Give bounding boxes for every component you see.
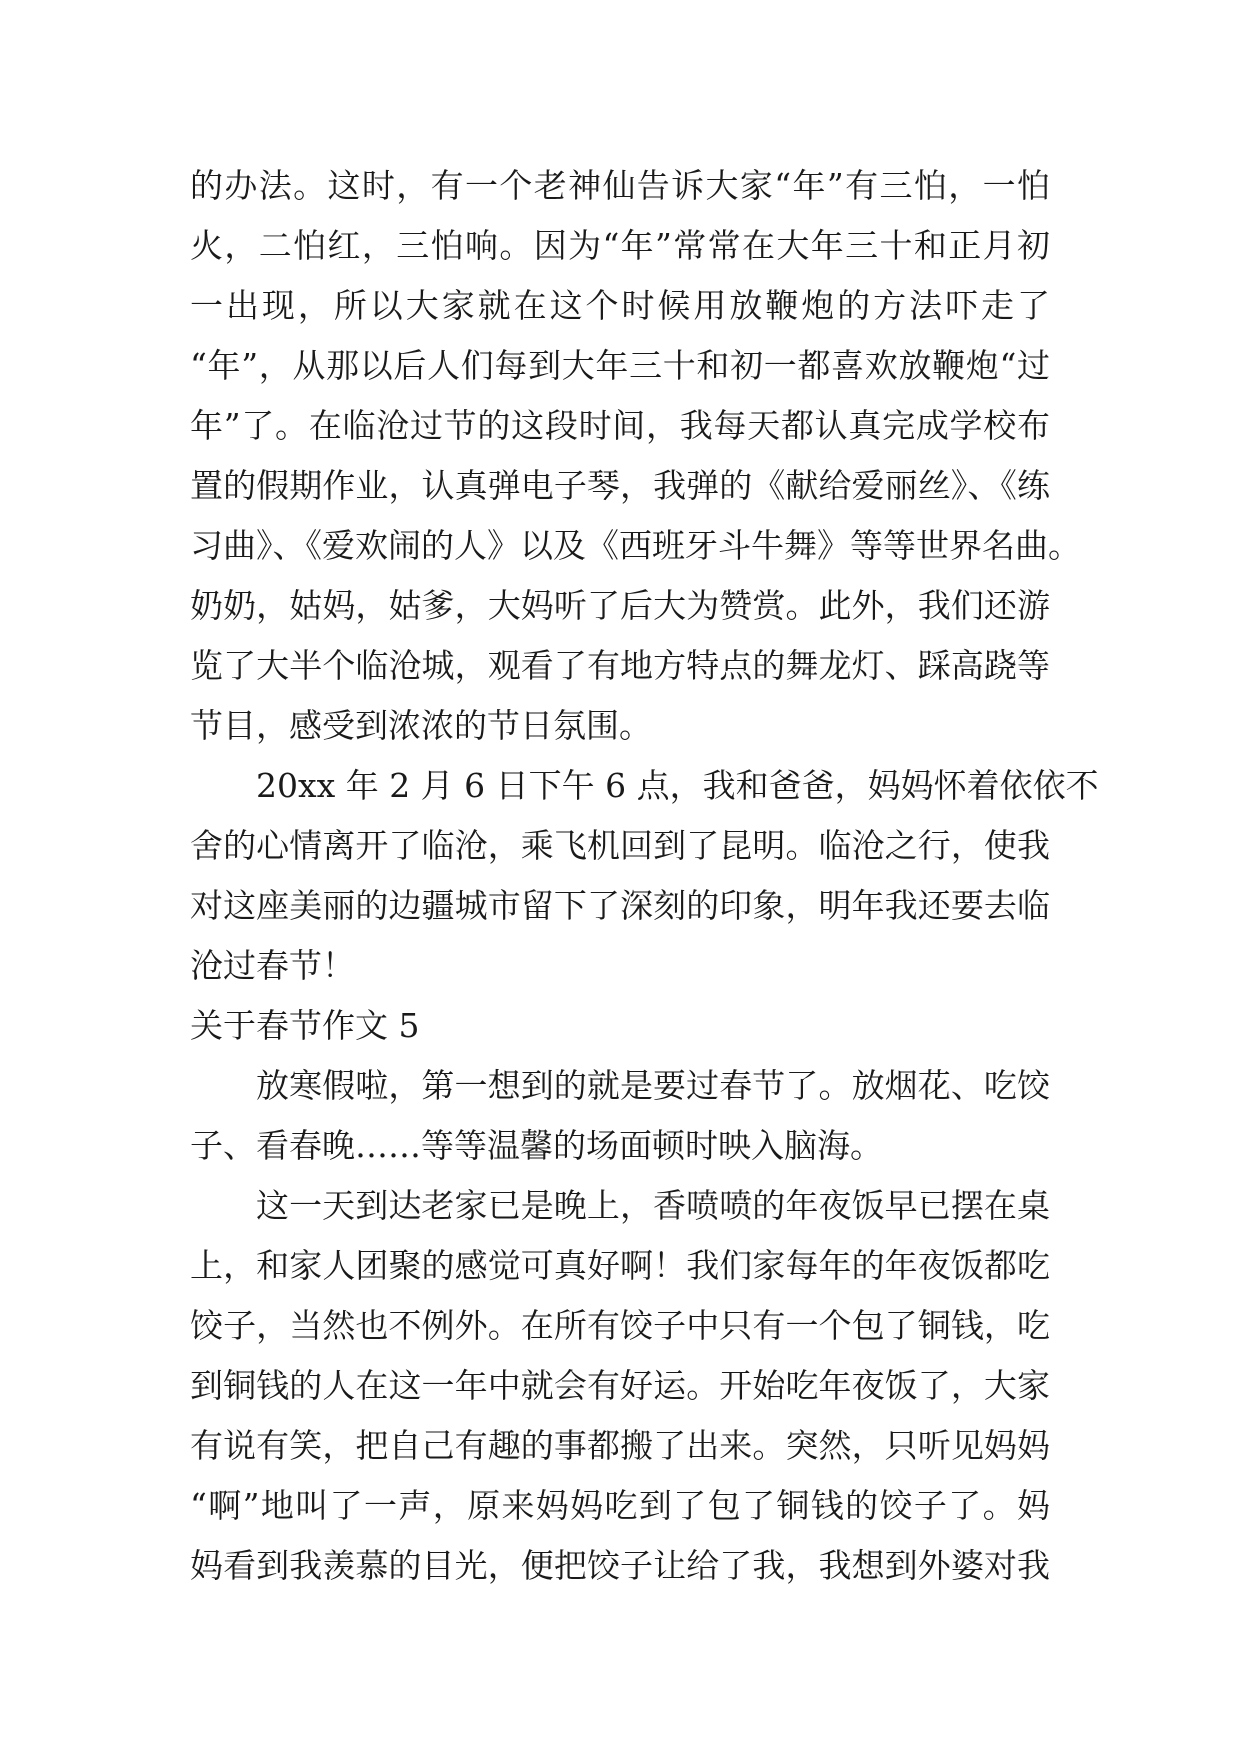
paragraph-first-line: 放寒假啦，第一想到的就是要过春节了。放烟花、吃饺 bbox=[256, 1066, 1050, 1105]
text-line: 子、看春晚……等等温馨的场面顿时映入脑海。 bbox=[190, 1126, 883, 1165]
text-line: “啊”地叫了一声，原来妈妈吃到了包了铜钱的饺子了。妈 bbox=[190, 1486, 1050, 1525]
text-line: 舍的心情离开了临沧，乘飞机回到了昆明。临沧之行，使我 bbox=[190, 826, 1050, 865]
text-line: 饺子，当然也不例外。在所有饺子中只有一个包了铜钱，吃 bbox=[190, 1306, 1050, 1345]
text-line: 上，和家人团聚的感觉可真好啊！我们家每年的年夜饭都吃 bbox=[190, 1246, 1050, 1285]
section-heading: 关于春节作文 5 bbox=[190, 1006, 420, 1045]
text-line: 的办法。这时，有一个老神仙告诉大家“年”有三怕，一怕 bbox=[190, 166, 1050, 205]
text-line: 习曲》、《爱欢闹的人》以及《西班牙斗牛舞》等等世界名曲。 bbox=[190, 526, 1081, 565]
text-line: 到铜钱的人在这一年中就会有好运。开始吃年夜饭了，大家 bbox=[190, 1366, 1050, 1405]
text-line: “年”，从那以后人们每到大年三十和初一都喜欢放鞭炮“过 bbox=[190, 346, 1050, 385]
text-line: 奶奶，姑妈，姑爹，大妈听了后大为赞赏。此外，我们还游 bbox=[190, 586, 1050, 625]
text-line: 妈看到我羡慕的目光，便把饺子让给了我，我想到外婆对我 bbox=[190, 1546, 1050, 1585]
text-line: 览了大半个临沧城，观看了有地方特点的舞龙灯、踩高跷等 bbox=[190, 646, 1050, 685]
text-line: 有说有笑，把自己有趣的事都搬了出来。突然，只听见妈妈 bbox=[190, 1426, 1050, 1465]
paragraph-first-line: 20xx 年 2 月 6 日下午 6 点，我和爸爸，妈妈怀着依依不 bbox=[256, 766, 1099, 805]
text-line: 火，二怕红，三怕响。因为“年”常常在大年三十和正月初 bbox=[190, 226, 1050, 265]
text-line: 对这座美丽的边疆城市留下了深刻的印象，明年我还要去临 bbox=[190, 886, 1050, 925]
text-line: 节目，感受到浓浓的节日氛围。 bbox=[190, 706, 652, 745]
text-line: 年”了。在临沧过节的这段时间，我每天都认真完成学校布 bbox=[190, 406, 1050, 445]
text-line: 沧过春节！ bbox=[190, 946, 355, 985]
text-line: 置的假期作业，认真弹电子琴，我弹的《献给爱丽丝》、《练 bbox=[190, 466, 1050, 505]
paragraph-first-line: 这一天到达老家已是晚上，香喷喷的年夜饭早已摆在桌 bbox=[256, 1186, 1050, 1225]
text-line: 一出现，所以大家就在这个时候用放鞭炮的方法吓走了 bbox=[190, 286, 1050, 325]
